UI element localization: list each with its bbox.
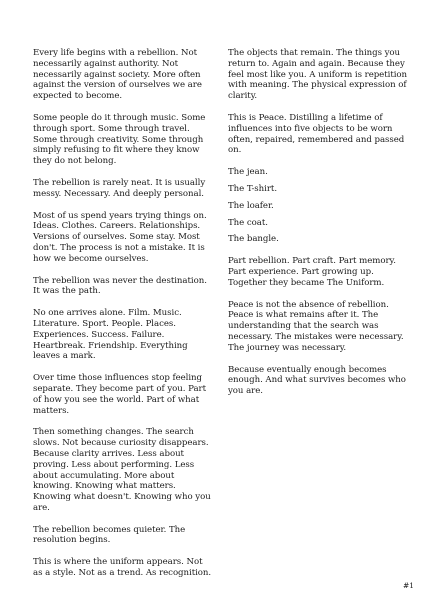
paragraph: The rebellion becomes quieter. The resolution begins. [33, 524, 186, 546]
paragraph: Every life begins with a rebellion. Not necessarily against authority. Not necessarily against society. More often against the version of ourselves we are expected to become. [33, 48, 202, 102]
paragraph: Then something changes. The search slows. Not because curiosity disappears. Because clarity arrives. Less about proving. Less about performing. Less about accumulating. More about knowing. Knowing what matters. Knowing what doesn't. Knowing who you are. [33, 427, 211, 513]
paragraph: Peace is not the absence of rebellion. Peace is what remains after it. The understanding that the search was necessary. The mistakes were necessary. The journey was necessary. [228, 299, 404, 353]
paragraph: This is Peace. Distilling a lifetime of influences into five objects to be worn often, repaired, remembered and passed on. [228, 112, 405, 156]
paragraph: Because eventually enough becomes enough. And what survives becomes who you are. [228, 364, 406, 397]
paragraph: The objects that remain. The things you return to. Again and again. Because they feel most like you. A uniform is repetition with meaning. The physical expression of clarity. [228, 48, 408, 102]
list-item: The coat. [228, 217, 268, 228]
left-column [33, 48, 213, 590]
paragraph: The rebellion is rarely neat. It is usually messy. Necessary. And deeply personal. [33, 177, 206, 199]
paragraph: This is where the uniform appears. Not as a style. Not as a trend. As recognition. [33, 557, 212, 579]
list-item: The bangle. [228, 234, 279, 245]
paragraph: Part rebellion. Part craft. Part memory. Part experience. Part growing up. Together they became The Uniform. [228, 256, 396, 288]
list-item: The jean. [228, 167, 268, 178]
list-item: The loafer. [228, 200, 274, 211]
right-column [228, 48, 408, 408]
paragraph: Over time those influences stop feeling separate. They become part of you. Part of how you see the world. Part of what matters. [33, 373, 206, 416]
paragraph: No one arrives alone. Film. Music. Literature. Sport. People. Places. Experiences. Success. Failure. Heartbreak. Friendship. Everything leaves a mark. [33, 308, 188, 362]
page-number: #1 [402, 581, 414, 590]
paragraph: The rebellion was never the destination. It was the path. [33, 275, 207, 297]
paragraph: Some people do it through music. Some through sport. Some through travel. Some through creativity. Some through simply refusing to fit where they know they do not belong. [33, 112, 206, 167]
list-item: The T-shirt. [228, 183, 277, 194]
paragraph: Most of us spend years trying things on. Ideas. Clothes. Careers. Relationships. Versions of ourselves. Some stay. Most don't. The process is not a mistake. It is how we become ourselves. [33, 210, 207, 264]
